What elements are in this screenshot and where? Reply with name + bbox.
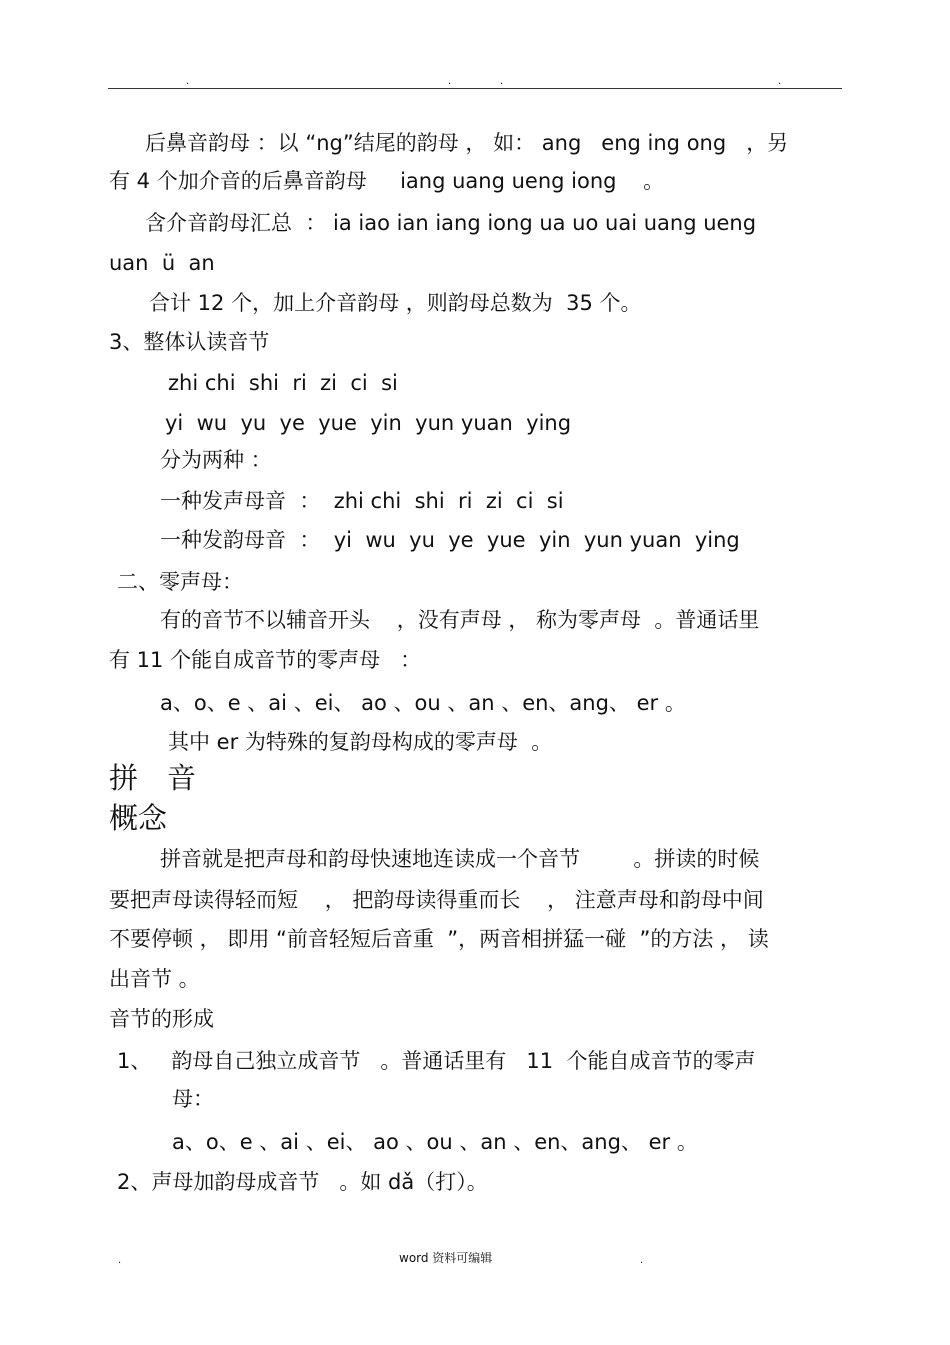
text-line: 分为两种 ： [160,448,272,472]
text-line: 合计 12 个，加上介音韵母 ，则韵母总数为 35 个。 [149,291,642,315]
text-line: 其中 er 为特殊的复韵母构成的零声母 。 [168,730,553,754]
title-concept: 概念 [109,801,168,835]
text-line: 一种发韵母音 ： yi wu yu ye yue yin yun yuan ying [160,528,740,552]
text-line: 后鼻音韵母 ：以 “ng”结尾的韵母 ， 如： ang eng ing ong ，另 [145,131,789,155]
section-heading: 二、零声母： [117,570,243,594]
footer-dot: . [640,1255,644,1266]
footer-dot: . [118,1255,122,1266]
text-line: 有 4 个加介音的后鼻音韵母 iang uang ueng iong 。 [109,169,665,193]
header-dot: . [778,76,782,87]
header-dot: . [186,76,190,87]
text-line: 一种发声母音 ： zhi chi shi ri zi ci si [160,489,564,513]
text-line: 有 11 个能自成音节的零声母 ： [109,648,422,672]
header-dot: . [500,76,504,87]
text-line: uan ü an [109,251,215,275]
text-line: a、o、e 、ai 、ei、 ao 、ou 、an 、en、ang、 er 。 [172,1130,698,1154]
text-line: 有的音节不以辅音开头 ，没有声母 ， 称为零声母 。普通话里 [160,608,760,632]
text-line: 不要停顿 ， 即用 “前音轻短后音重 ”，两音相拼猛一碰 ”的方法 ， 读 [109,927,769,951]
section-heading: 音节的形成 [109,1007,214,1031]
header-dot: . [448,76,452,87]
text-line: 拼音就是把声母和韵母快速地连读成一个音节 。拼读的时候 [160,847,760,871]
title-pinyin: 拼 音 [109,761,197,795]
footer-text: word 资料可编辑 [399,1251,493,1265]
text-line: yi wu yu ye yue yin yun yuan ying [165,411,572,435]
text-line: a、o、e 、ai 、ei、 ao 、ou 、an 、en、ang、 er 。 [160,691,686,715]
text-line: 2、声母加韵母成音节 。如 dǎ（打）。 [117,1170,488,1194]
text-line: 要把声母读得轻而短 ， 把韵母读得重而长 ， 注意声母和韵母中间 [109,888,764,912]
text-line: 含介音韵母汇总 ： ia iao ian iang iong ua uo uai uang ueng [145,211,757,235]
text-line: zhi chi shi ri zi ci si [168,371,398,395]
text-line: 母： [172,1087,214,1111]
text-line: 出音节 。 [109,967,200,991]
text-line: 1、 韵母自己独立成音节 。普通话里有 11 个能自成音节的零声 [117,1049,756,1073]
section-heading: 3、整体认读音节 [109,330,270,354]
header-rule [108,88,842,89]
